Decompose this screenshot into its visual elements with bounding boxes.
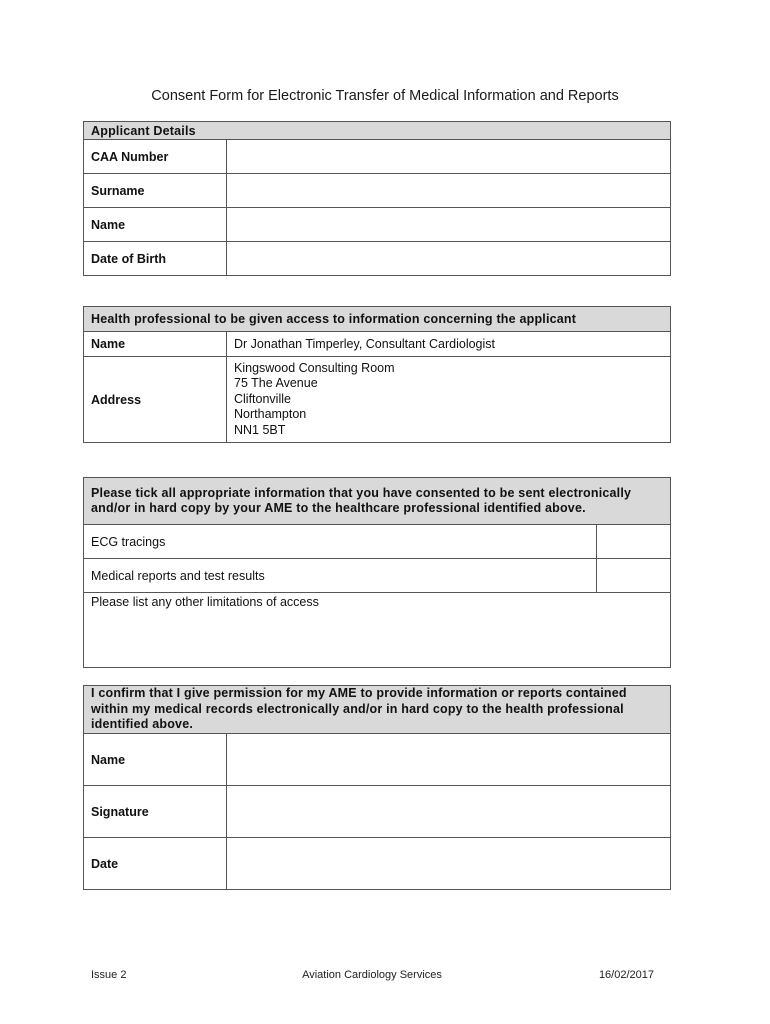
caa-number-label: CAA Number: [84, 140, 227, 174]
hp-name-value: Dr Jonathan Timperley, Consultant Cardiologist: [227, 332, 671, 357]
caa-number-field[interactable]: [227, 140, 671, 174]
signature-field[interactable]: [227, 786, 671, 838]
ecg-tracings-tick-box[interactable]: [597, 525, 671, 559]
hp-address-label: Address: [84, 357, 227, 443]
other-limitations-field[interactable]: [84, 593, 671, 668]
hp-address-value: [227, 357, 671, 443]
applicant-details-table: [83, 121, 671, 276]
date-of-birth-field[interactable]: [227, 242, 671, 276]
consent-items-header: Please tick all appropriate information that you have consented to be sent electronically and/or in hard copy by your AME to the healthcare professional identified above.: [84, 478, 671, 525]
name-label: Name: [84, 208, 227, 242]
footer-org: Aviation Cardiology Services: [302, 969, 442, 981]
hp-name-label: Name: [84, 332, 227, 357]
address-line: NN1 5BT: [234, 422, 286, 437]
footer-issue: Issue 2: [91, 969, 127, 981]
confirmation-header: I confirm that I give permission for my AME to provide information or reports contained within my medical records electronically and/or in hard copy to the health professional identified above.: [84, 686, 671, 734]
signature-label: Signature: [84, 786, 227, 838]
confirm-name-label: Name: [84, 734, 227, 786]
applicant-details-header: Applicant Details: [84, 122, 671, 140]
form-title: Consent Form for Electronic Transfer of Medical Information and Reports: [151, 88, 619, 104]
surname-field[interactable]: [227, 174, 671, 208]
address-line: Cliftonville: [234, 391, 291, 406]
confirm-name-field[interactable]: [227, 734, 671, 786]
name-field[interactable]: [227, 208, 671, 242]
footer-date: 16/02/2017: [598, 969, 654, 981]
other-limitations-label: Please list any other limitations of access: [91, 595, 319, 609]
medical-reports-tick-box[interactable]: [597, 559, 671, 593]
confirm-date-field[interactable]: [227, 838, 671, 890]
confirmation-table: [83, 685, 671, 890]
address-line: Kingswood Consulting Room: [234, 360, 395, 375]
date-of-birth-label: Date of Birth: [84, 242, 227, 276]
confirm-date-label: Date: [84, 838, 227, 890]
consent-items-table: [83, 477, 671, 668]
medical-reports-label: Medical reports and test results: [84, 559, 597, 593]
address-line: 75 The Avenue: [234, 376, 318, 391]
health-professional-table: [83, 306, 671, 443]
ecg-tracings-label: ECG tracings: [84, 525, 597, 559]
health-professional-header: Health professional to be given access to information concerning the applicant: [84, 307, 671, 332]
address-line: Northampton: [234, 407, 307, 422]
surname-label: Surname: [84, 174, 227, 208]
